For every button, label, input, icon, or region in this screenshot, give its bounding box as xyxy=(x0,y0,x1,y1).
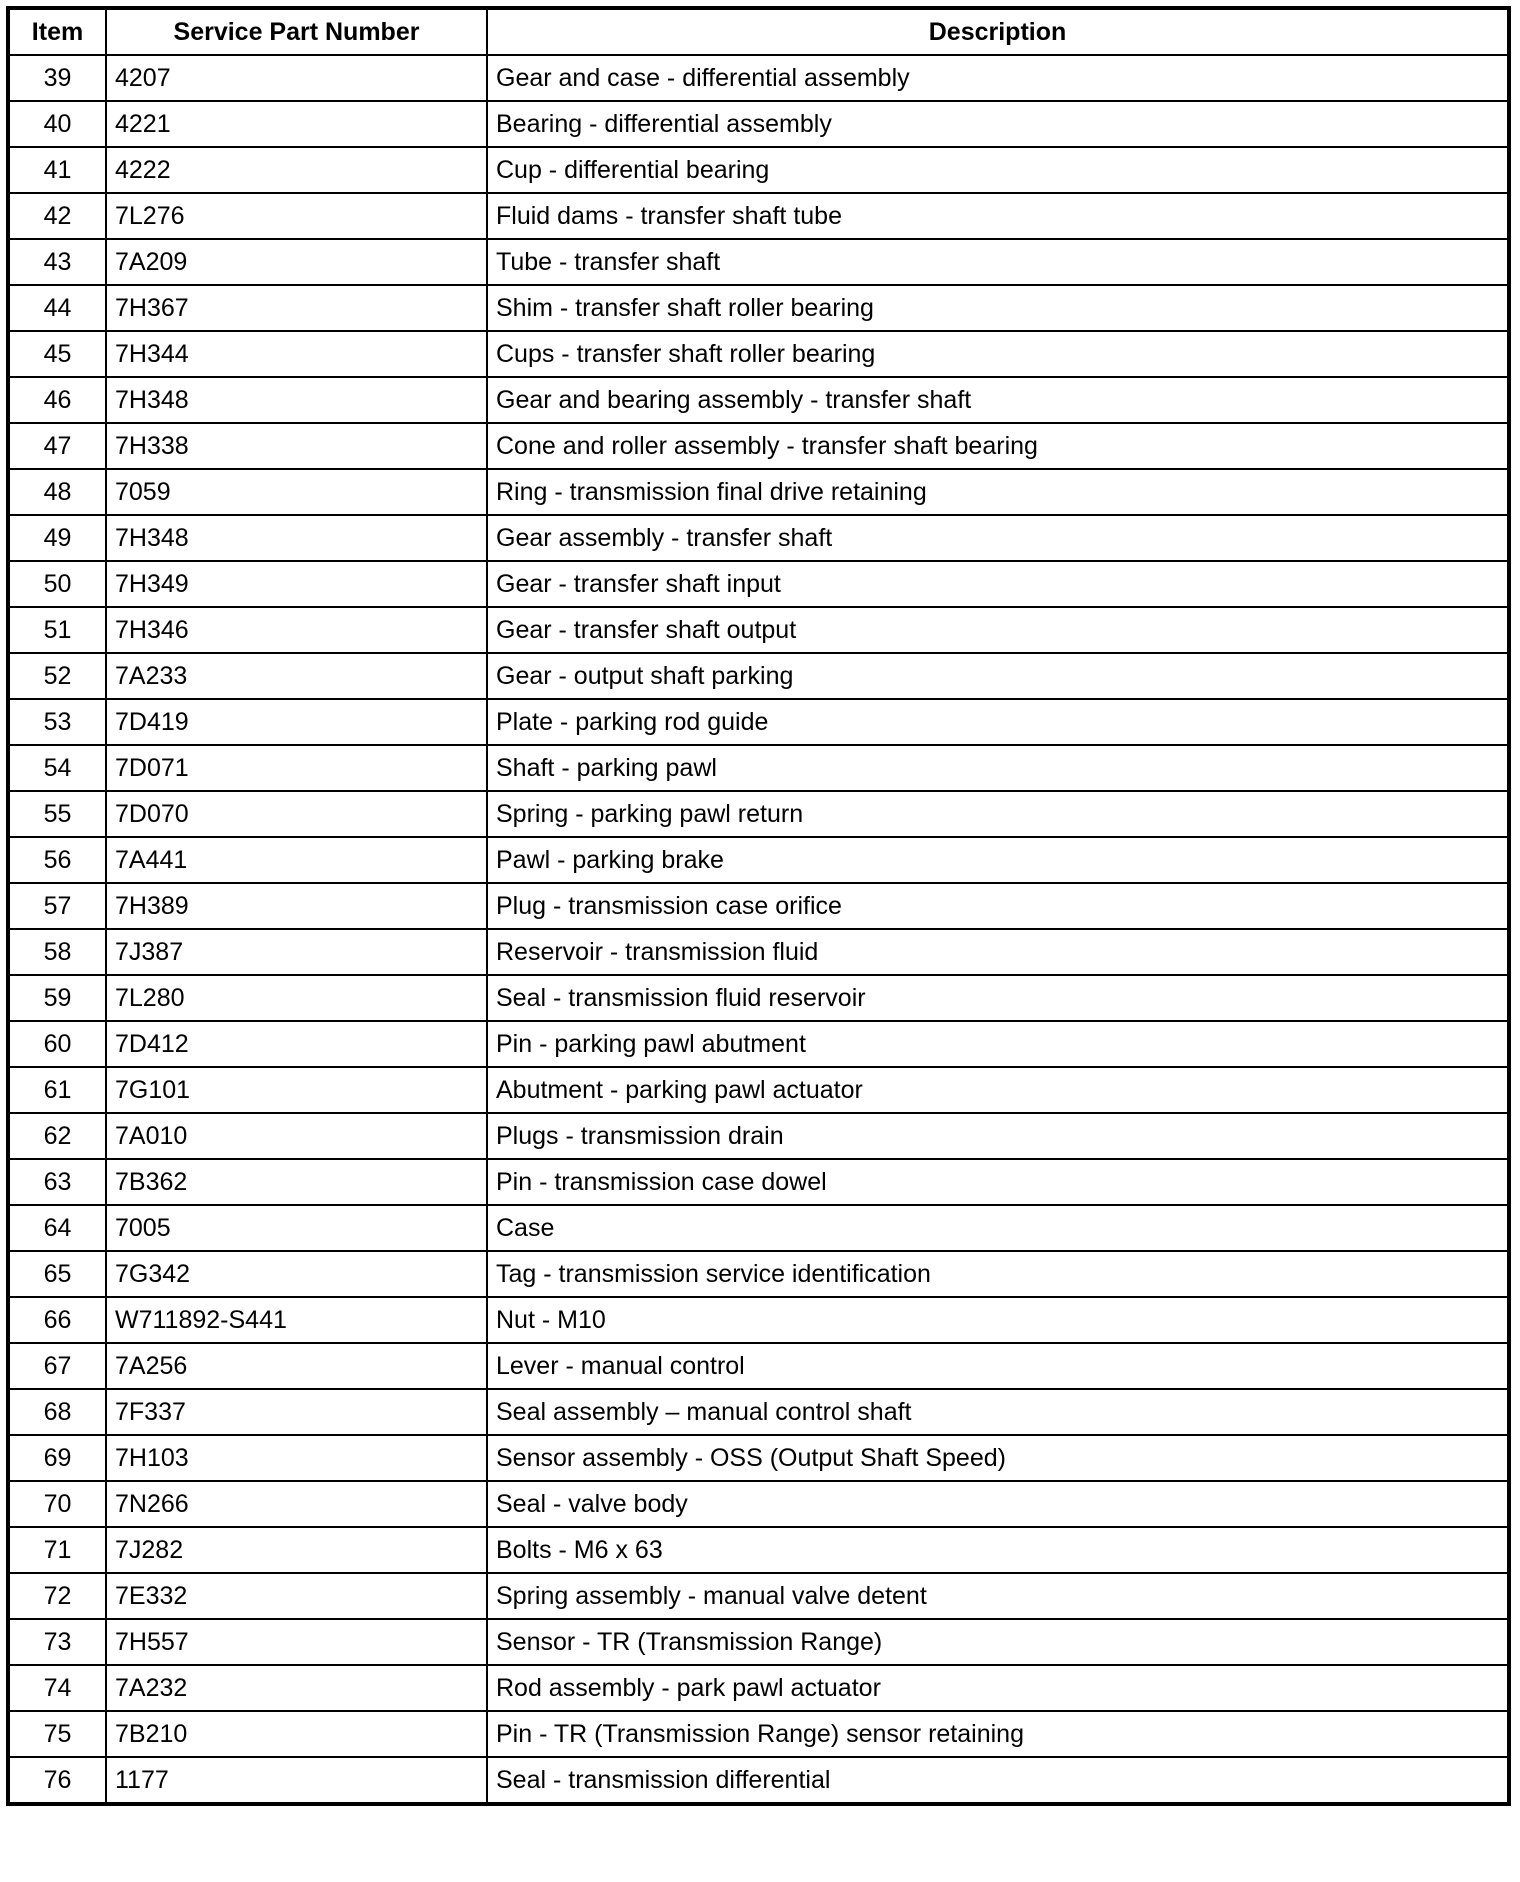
description-cell: Gear assembly - transfer shaft xyxy=(487,515,1509,561)
description-cell: Nut - M10 xyxy=(487,1297,1509,1343)
item-cell: 46 xyxy=(8,377,106,423)
table-header xyxy=(8,8,1509,55)
item-cell: 72 xyxy=(8,1573,106,1619)
table-row xyxy=(8,1711,1509,1757)
description-cell: Gear - transfer shaft input xyxy=(487,561,1509,607)
description-cell: Pin - parking pawl abutment xyxy=(487,1021,1509,1067)
table-row xyxy=(8,929,1509,975)
item-cell: 55 xyxy=(8,791,106,837)
item-cell: 62 xyxy=(8,1113,106,1159)
header-item: Item xyxy=(8,8,106,55)
table-row xyxy=(8,285,1509,331)
part-number-cell: 7J387 xyxy=(106,929,487,975)
part-number-cell: 7H344 xyxy=(106,331,487,377)
header-row xyxy=(8,8,1509,55)
part-number-cell: 7D070 xyxy=(106,791,487,837)
part-number-cell: 7H103 xyxy=(106,1435,487,1481)
table-row xyxy=(8,377,1509,423)
part-number-cell: 7D419 xyxy=(106,699,487,745)
table-row xyxy=(8,561,1509,607)
table-row xyxy=(8,1113,1509,1159)
description-cell: Shaft - parking pawl xyxy=(487,745,1509,791)
table-row xyxy=(8,1021,1509,1067)
description-cell: Seal - valve body xyxy=(487,1481,1509,1527)
description-cell: Plate - parking rod guide xyxy=(487,699,1509,745)
part-number-cell: 7A256 xyxy=(106,1343,487,1389)
table-row xyxy=(8,101,1509,147)
description-cell: Bolts - M6 x 63 xyxy=(487,1527,1509,1573)
description-cell: Pin - TR (Transmission Range) sensor retaining xyxy=(487,1711,1509,1757)
table-row xyxy=(8,1205,1509,1251)
part-number-cell: W711892-S441 xyxy=(106,1297,487,1343)
item-cell: 64 xyxy=(8,1205,106,1251)
table-row xyxy=(8,975,1509,1021)
item-cell: 49 xyxy=(8,515,106,561)
description-cell: Sensor assembly - OSS (Output Shaft Speed) xyxy=(487,1435,1509,1481)
table-row xyxy=(8,883,1509,929)
part-number-cell: 7L280 xyxy=(106,975,487,1021)
description-cell: Plug - transmission case orifice xyxy=(487,883,1509,929)
part-number-cell: 4207 xyxy=(106,55,487,101)
description-cell: Rod assembly - park pawl actuator xyxy=(487,1665,1509,1711)
table-row xyxy=(8,55,1509,101)
item-cell: 69 xyxy=(8,1435,106,1481)
description-cell: Seal - transmission fluid reservoir xyxy=(487,975,1509,1021)
description-cell: Reservoir - transmission fluid xyxy=(487,929,1509,975)
item-cell: 58 xyxy=(8,929,106,975)
item-cell: 50 xyxy=(8,561,106,607)
item-cell: 54 xyxy=(8,745,106,791)
part-number-cell: 7G342 xyxy=(106,1251,487,1297)
part-number-cell: 7N266 xyxy=(106,1481,487,1527)
part-number-cell: 7D071 xyxy=(106,745,487,791)
table-row xyxy=(8,1435,1509,1481)
item-cell: 61 xyxy=(8,1067,106,1113)
part-number-cell: 7005 xyxy=(106,1205,487,1251)
description-cell: Lever - manual control xyxy=(487,1343,1509,1389)
header-service-part-number: Service Part Number xyxy=(106,8,487,55)
part-number-cell: 4221 xyxy=(106,101,487,147)
table-row xyxy=(8,1159,1509,1205)
item-cell: 52 xyxy=(8,653,106,699)
item-cell: 51 xyxy=(8,607,106,653)
description-cell: Fluid dams - transfer shaft tube xyxy=(487,193,1509,239)
part-number-cell: 7A209 xyxy=(106,239,487,285)
item-cell: 53 xyxy=(8,699,106,745)
table-body xyxy=(8,55,1509,1804)
part-number-cell: 7B210 xyxy=(106,1711,487,1757)
part-number-cell: 7A010 xyxy=(106,1113,487,1159)
item-cell: 73 xyxy=(8,1619,106,1665)
table-row xyxy=(8,1067,1509,1113)
item-cell: 57 xyxy=(8,883,106,929)
item-cell: 48 xyxy=(8,469,106,515)
description-cell: Seal - transmission differential xyxy=(487,1757,1509,1804)
part-number-cell: 1177 xyxy=(106,1757,487,1804)
item-cell: 56 xyxy=(8,837,106,883)
part-number-cell: 7L276 xyxy=(106,193,487,239)
description-cell: Gear - transfer shaft output xyxy=(487,607,1509,653)
table-row xyxy=(8,1665,1509,1711)
part-number-cell: 7A441 xyxy=(106,837,487,883)
table-row xyxy=(8,515,1509,561)
item-cell: 44 xyxy=(8,285,106,331)
table-row xyxy=(8,469,1509,515)
table-row xyxy=(8,1619,1509,1665)
part-number-cell: 7H338 xyxy=(106,423,487,469)
table-row xyxy=(8,1343,1509,1389)
item-cell: 59 xyxy=(8,975,106,1021)
description-cell: Seal assembly – manual control shaft xyxy=(487,1389,1509,1435)
item-cell: 60 xyxy=(8,1021,106,1067)
item-cell: 41 xyxy=(8,147,106,193)
description-cell: Cups - transfer shaft roller bearing xyxy=(487,331,1509,377)
item-cell: 66 xyxy=(8,1297,106,1343)
part-number-cell: 7H557 xyxy=(106,1619,487,1665)
part-number-cell: 7E332 xyxy=(106,1573,487,1619)
table-row xyxy=(8,1297,1509,1343)
part-number-cell: 7059 xyxy=(106,469,487,515)
header-description: Description xyxy=(487,8,1509,55)
item-cell: 63 xyxy=(8,1159,106,1205)
table-row xyxy=(8,1251,1509,1297)
item-cell: 68 xyxy=(8,1389,106,1435)
part-number-cell: 4222 xyxy=(106,147,487,193)
description-cell: Gear and bearing assembly - transfer shaft xyxy=(487,377,1509,423)
item-cell: 75 xyxy=(8,1711,106,1757)
part-number-cell: 7D412 xyxy=(106,1021,487,1067)
description-cell: Pawl - parking brake xyxy=(487,837,1509,883)
part-number-cell: 7A232 xyxy=(106,1665,487,1711)
parts-table xyxy=(6,6,1511,1806)
table-row xyxy=(8,745,1509,791)
part-number-cell: 7H348 xyxy=(106,515,487,561)
item-cell: 70 xyxy=(8,1481,106,1527)
table-row xyxy=(8,1527,1509,1573)
item-cell: 43 xyxy=(8,239,106,285)
part-number-cell: 7H349 xyxy=(106,561,487,607)
table-row xyxy=(8,239,1509,285)
item-cell: 42 xyxy=(8,193,106,239)
description-cell: Tag - transmission service identification xyxy=(487,1251,1509,1297)
part-number-cell: 7A233 xyxy=(106,653,487,699)
description-cell: Pin - transmission case dowel xyxy=(487,1159,1509,1205)
part-number-cell: 7J282 xyxy=(106,1527,487,1573)
description-cell: Plugs - transmission drain xyxy=(487,1113,1509,1159)
item-cell: 47 xyxy=(8,423,106,469)
item-cell: 45 xyxy=(8,331,106,377)
table-row xyxy=(8,1481,1509,1527)
part-number-cell: 7H348 xyxy=(106,377,487,423)
table-row xyxy=(8,331,1509,377)
table-row xyxy=(8,423,1509,469)
description-cell: Ring - transmission final drive retaining xyxy=(487,469,1509,515)
part-number-cell: 7B362 xyxy=(106,1159,487,1205)
item-cell: 67 xyxy=(8,1343,106,1389)
description-cell: Gear and case - differential assembly xyxy=(487,55,1509,101)
description-cell: Bearing - differential assembly xyxy=(487,101,1509,147)
item-cell: 65 xyxy=(8,1251,106,1297)
description-cell: Tube - transfer shaft xyxy=(487,239,1509,285)
description-cell: Abutment - parking pawl actuator xyxy=(487,1067,1509,1113)
table-row xyxy=(8,1389,1509,1435)
item-cell: 71 xyxy=(8,1527,106,1573)
table-row xyxy=(8,653,1509,699)
part-number-cell: 7H389 xyxy=(106,883,487,929)
table-row xyxy=(8,1757,1509,1804)
part-number-cell: 7H346 xyxy=(106,607,487,653)
table-row xyxy=(8,791,1509,837)
table-row xyxy=(8,699,1509,745)
part-number-cell: 7F337 xyxy=(106,1389,487,1435)
description-cell: Spring - parking pawl return xyxy=(487,791,1509,837)
table-row xyxy=(8,193,1509,239)
item-cell: 76 xyxy=(8,1757,106,1804)
item-cell: 39 xyxy=(8,55,106,101)
description-cell: Case xyxy=(487,1205,1509,1251)
description-cell: Sensor - TR (Transmission Range) xyxy=(487,1619,1509,1665)
description-cell: Cup - differential bearing xyxy=(487,147,1509,193)
table-row xyxy=(8,607,1509,653)
part-number-cell: 7H367 xyxy=(106,285,487,331)
item-cell: 74 xyxy=(8,1665,106,1711)
table-row xyxy=(8,837,1509,883)
item-cell: 40 xyxy=(8,101,106,147)
description-cell: Shim - transfer shaft roller bearing xyxy=(487,285,1509,331)
description-cell: Spring assembly - manual valve detent xyxy=(487,1573,1509,1619)
description-cell: Gear - output shaft parking xyxy=(487,653,1509,699)
part-number-cell: 7G101 xyxy=(106,1067,487,1113)
table-row xyxy=(8,1573,1509,1619)
description-cell: Cone and roller assembly - transfer shaft bearing xyxy=(487,423,1509,469)
table-row xyxy=(8,147,1509,193)
